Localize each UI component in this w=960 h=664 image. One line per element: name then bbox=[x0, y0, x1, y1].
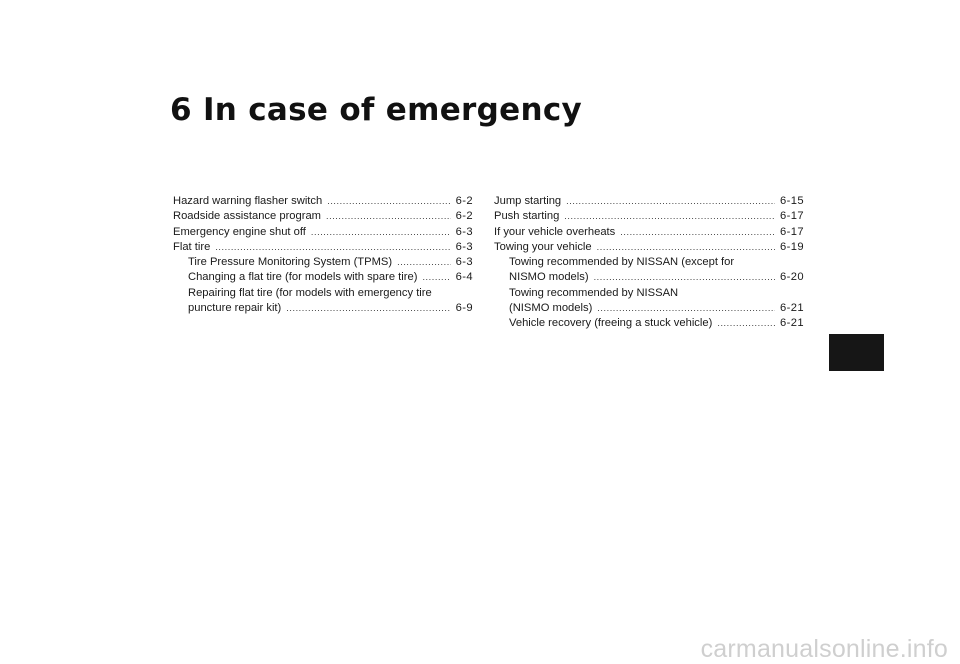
toc-leader-dots bbox=[717, 316, 775, 331]
toc-entry-page: 6-3 bbox=[455, 240, 473, 253]
toc-entry-label: puncture repair kit) bbox=[188, 302, 282, 315]
toc-entry-label: Push starting bbox=[494, 210, 560, 223]
toc-entry-page: 6-17 bbox=[780, 210, 804, 223]
toc-subentry[interactable] bbox=[494, 316, 804, 331]
toc-entry-page: 6-4 bbox=[455, 271, 473, 284]
toc-subentry[interactable] bbox=[173, 255, 473, 270]
toc-entry-page: 6-2 bbox=[455, 195, 473, 207]
toc-leader-dots bbox=[597, 240, 775, 255]
toc-entry-page: 6-21 bbox=[780, 302, 804, 315]
toc-entry[interactable] bbox=[494, 194, 804, 209]
toc-entry-label: Jump starting bbox=[494, 195, 562, 207]
toc-entry-label: NISMO models) bbox=[509, 271, 589, 284]
toc-entry-label-line1: Towing recommended by NISSAN (except for bbox=[509, 256, 735, 269]
toc-entry[interactable] bbox=[494, 225, 804, 240]
toc-leader-dots bbox=[620, 225, 775, 240]
toc-leader-dots bbox=[286, 301, 450, 316]
toc-leader-dots bbox=[597, 301, 775, 316]
toc-entry-page: 6-20 bbox=[780, 271, 804, 284]
toc-entry-label: If your vehicle overheats bbox=[494, 225, 616, 238]
toc-entry[interactable] bbox=[173, 194, 473, 209]
toc-entry-page: 6-3 bbox=[455, 256, 473, 269]
toc-leader-dots bbox=[564, 209, 775, 224]
toc-entry-label: Hazard warning flasher switch bbox=[173, 195, 323, 207]
toc-entry-label: (NISMO models) bbox=[509, 302, 593, 315]
toc-right-column bbox=[494, 194, 804, 332]
watermark: carmanualsonline.info bbox=[700, 635, 948, 663]
toc-entry-page: 6-19 bbox=[780, 240, 804, 253]
toc-entry-page: 6-2 bbox=[455, 210, 473, 223]
toc-leader-dots bbox=[215, 240, 450, 255]
toc-entry-label: Flat tire bbox=[173, 240, 211, 253]
toc-subentry[interactable] bbox=[494, 255, 804, 286]
toc-leader-dots bbox=[422, 270, 450, 285]
toc-leader-dots bbox=[311, 225, 451, 240]
toc-left-column bbox=[173, 194, 473, 316]
toc-entry-page: 6-3 bbox=[455, 225, 473, 238]
toc-entry-label-line1: Repairing flat tire (for models with emergency tire bbox=[188, 286, 432, 299]
toc-entry-label: Roadside assistance program bbox=[173, 210, 321, 223]
toc-subentry[interactable] bbox=[173, 270, 473, 285]
toc-entry[interactable] bbox=[173, 225, 473, 240]
toc-entry[interactable] bbox=[173, 240, 473, 255]
toc-entry-page: 6-15 bbox=[780, 195, 804, 207]
chapter-tab-marker bbox=[829, 334, 884, 371]
toc-leader-dots bbox=[326, 209, 451, 224]
toc-entry-label: Tire Pressure Monitoring System (TPMS) bbox=[188, 256, 393, 269]
toc-leader-dots bbox=[594, 270, 775, 285]
toc-entry-label: Vehicle recovery (freeing a stuck vehicle) bbox=[509, 317, 713, 330]
toc-subentry[interactable] bbox=[173, 286, 473, 317]
toc-entry[interactable] bbox=[494, 240, 804, 255]
toc-leader-dots bbox=[566, 194, 775, 209]
toc-subentry[interactable] bbox=[494, 286, 804, 317]
toc-entry-label: Towing your vehicle bbox=[494, 240, 592, 253]
toc-entry-label-line1: Towing recommended by NISSAN bbox=[509, 286, 679, 299]
toc-entry-page: 6-21 bbox=[780, 317, 804, 330]
toc-entry-label: Changing a flat tire (for models with spare tire) bbox=[188, 271, 418, 284]
toc-entry-page: 6-17 bbox=[780, 225, 804, 238]
toc-entry-page: 6-9 bbox=[455, 302, 473, 315]
toc-leader-dots bbox=[397, 255, 451, 270]
toc-leader-dots bbox=[327, 194, 450, 209]
toc-entry[interactable] bbox=[173, 209, 473, 224]
chapter-title: 6 In case of emergency bbox=[170, 92, 583, 128]
toc-entry[interactable] bbox=[494, 209, 804, 224]
toc-entry-label: Emergency engine shut off bbox=[173, 225, 306, 238]
